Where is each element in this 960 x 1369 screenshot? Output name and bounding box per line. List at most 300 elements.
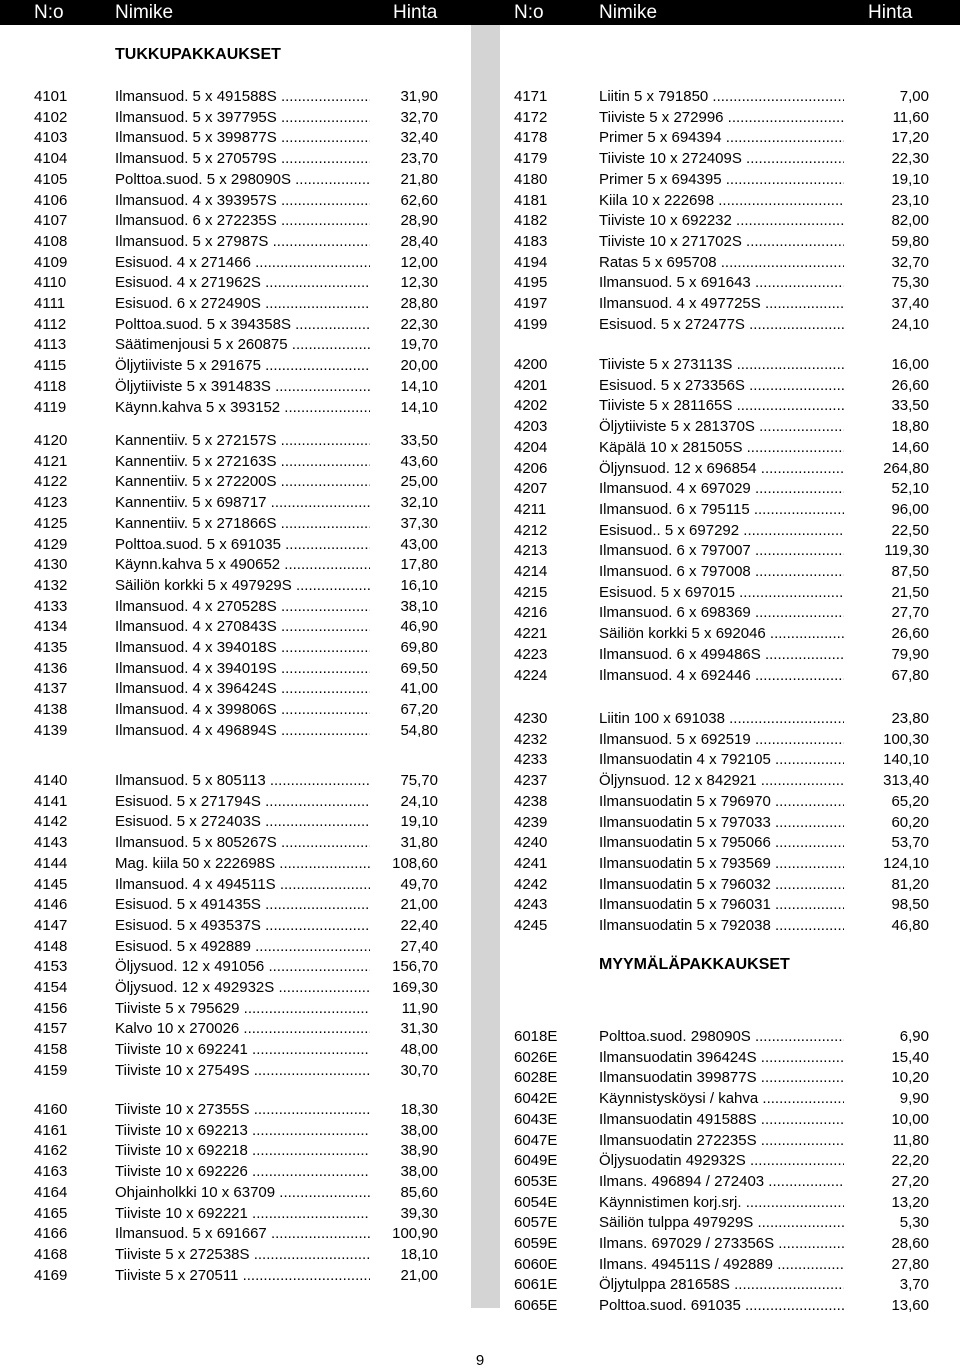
item-price: 108,60 [392,854,438,872]
item-number: 4197 [514,295,548,312]
item-name: Öljynsuod. 12 x 842921 ..... [599,771,844,792]
item-price: 313,40 [883,772,929,790]
item-name: Käynn.kahva 5 x 490652 ..... [115,555,370,576]
item-name: Polttoa.suod. 691035 ..... [599,1296,844,1317]
price-row [34,493,454,514]
item-price: 5,30 [899,1214,929,1232]
item-price: 11,90 [401,999,438,1017]
item-number: 6054E [514,1193,558,1211]
item-price: 22,30 [400,315,438,333]
item-price: 14,10 [400,377,438,395]
item-name: Ilmansuod. 4 x 393957S ..... [115,191,370,212]
price-row [514,396,954,417]
item-name: Tiiviste 10 x 692226 ..... [115,1162,370,1183]
price-row [514,170,954,191]
item-number: 4161 [34,1121,68,1139]
item-price: 87,50 [891,563,929,580]
item-price: 38,90 [400,1142,438,1160]
item-price: 18,10 [400,1245,438,1263]
price-row [34,108,454,129]
item-number: 4172 [514,108,548,126]
price-row [34,472,454,493]
item-number: 4138 [34,701,68,719]
item-price: 62,60 [400,191,438,209]
price-row [34,356,454,377]
price-row [514,1110,954,1131]
item-price: 46,80 [891,917,929,934]
price-row [34,638,454,659]
price-row [514,128,954,149]
item-number: 4119 [34,398,67,416]
item-number: 4194 [514,253,548,271]
price-row [514,730,954,751]
item-price: 26,60 [891,376,929,394]
item-price: 31,80 [400,834,438,852]
item-price: 59,80 [891,232,929,250]
header-name-right: Nimike [599,2,658,23]
item-name: Ilmansuodatin 5 x 793569 ..... [599,854,844,875]
item-number: 6057E [514,1214,558,1232]
price-row [34,335,454,356]
item-name: Ilmansuod. 4 x 394018S ..... [115,638,370,659]
item-name: Liitin 100 x 691038 ..... [599,709,844,730]
item-price: 11,60 [892,108,929,126]
item-price: 16,00 [891,356,929,373]
item-price: 10,20 [891,1069,929,1087]
price-row [34,191,454,212]
price-row [34,812,454,833]
column-header-bar [0,0,960,25]
price-row [514,1275,954,1296]
item-price: 100,90 [392,1225,438,1243]
item-price: 22,50 [891,521,929,539]
item-number: 4199 [514,315,548,333]
price-row [514,1255,954,1276]
item-number: 6047E [514,1131,558,1149]
item-number: 4140 [34,772,68,789]
item-name: Ilmansuod. 5 x 397795S ..... [115,108,370,129]
item-price: 33,50 [400,432,438,449]
price-row [514,875,954,896]
item-name: Öljytulppa 281658S ..... [599,1275,844,1296]
price-row [34,1040,454,1061]
item-number: 4239 [514,813,548,831]
item-number: 4243 [514,896,548,914]
price-row [514,438,954,459]
item-price: 15,40 [891,1048,929,1066]
item-number: 4145 [34,875,68,893]
item-price: 100,30 [883,730,929,748]
price-row [34,535,454,556]
price-row [514,500,954,521]
item-price: 48,00 [400,1041,438,1059]
item-price: 38,00 [400,1163,438,1181]
item-number: 4129 [34,535,68,553]
item-price: 54,80 [400,721,438,739]
item-name: Kannentiiv. 5 x 272200S ..... [115,472,370,493]
price-row [514,211,954,232]
item-number: 4104 [34,150,68,168]
item-price: 28,60 [891,1235,929,1252]
price-row [34,1121,454,1142]
item-price: 19,10 [400,813,438,831]
item-name: Kannentiiv. 5 x 271866S ..... [115,514,370,535]
item-price: 26,60 [891,625,929,643]
item-name: Ilmans. 494511S / 492889 ..... [599,1255,844,1276]
page-number: 9 [475,1352,485,1369]
item-name: Kannentiiv. 5 x 272163S ..... [115,452,370,473]
item-number: 4111 [34,295,66,312]
item-name: Tiiviste 10 x 271702S ..... [599,232,844,253]
item-price: 37,40 [891,295,929,312]
price-row [34,315,454,336]
item-name: Säiliön korkki 5 x 497929S ..... [115,576,370,597]
price-row [514,854,954,875]
price-row [514,376,954,397]
price-row [514,645,954,666]
item-number: 4141 [34,792,68,810]
item-price: 46,90 [400,618,438,636]
item-name: Ilmansuodatin 399877S ..... [599,1068,844,1089]
item-name: Öljysuod. 12 x 491056 ..... [115,957,370,978]
item-number: 4207 [514,480,548,498]
item-price: 65,20 [891,792,929,810]
price-row [34,617,454,638]
item-name: Ilmansuod. 4 x 396424S ..... [115,679,370,700]
price-row [34,597,454,618]
item-price: 27,70 [891,604,929,622]
item-name: Esisuod. 5 x 272477S ..... [599,315,844,336]
item-number: 4183 [514,232,548,250]
section-title-myymalapakkaukset: MYYMÄLÄPAKKAUKSET [599,956,790,973]
price-row [514,294,954,315]
item-number: 4143 [34,834,68,852]
price-row [34,957,454,978]
item-name: Esisuod. 5 x 271794S ..... [115,792,370,813]
item-number: 4195 [514,274,548,292]
item-name: Ilmansuod. 5 x 270579S ..... [115,149,370,170]
item-price: 69,50 [400,659,438,677]
item-name: Ilmansuodatin 4 x 792105 ..... [599,750,844,771]
item-price: 156,70 [392,958,438,976]
item-number: 6061E [514,1276,558,1294]
item-name: Primer 5 x 694395 ..... [599,170,844,191]
item-price: 22,20 [891,1152,929,1170]
price-row [514,1172,954,1193]
item-price: 7,00 [899,88,929,105]
price-row [514,1068,954,1089]
item-name: Polttoa.suod. 5 x 298090S ..... [115,170,370,191]
price-row [34,1100,454,1121]
item-number: 4214 [514,563,548,580]
item-price: 98,50 [891,896,929,914]
price-row [514,1151,954,1172]
item-price: 82,00 [891,212,929,230]
item-name: Esisuod. 6 x 272490S ..... [115,294,370,315]
item-price: 32,40 [400,129,438,147]
price-row [34,253,454,274]
item-price: 18,80 [891,418,929,436]
price-row [514,315,954,336]
price-row [34,211,454,232]
item-name: Ilmansuod. 4 x 394019S ..... [115,659,370,680]
item-price: 85,60 [400,1183,438,1201]
item-name: Ilmansuodatin 5 x 796970 ..... [599,792,844,813]
price-row [514,149,954,170]
item-name: Ilmansuodatin 5 x 796031 ..... [599,895,844,916]
price-row [34,555,454,576]
item-price: 23,80 [891,710,929,727]
price-row [514,273,954,294]
item-name: Ilmansuod. 4 x 697029 ..... [599,479,844,500]
item-number: 4168 [34,1245,68,1263]
item-price: 39,30 [400,1204,438,1222]
price-row [34,452,454,473]
price-row [514,1027,954,1048]
price-row [514,1213,954,1234]
item-number: 4156 [34,999,68,1017]
item-number: 6018E [514,1028,558,1045]
item-name: Tiiviste 5 x 273113S ..... [599,355,844,376]
item-name: Tiiviste 10 x 692221 ..... [115,1204,370,1225]
item-price: 11,80 [892,1131,929,1149]
item-price: 43,60 [400,452,438,470]
item-number: 4120 [34,432,68,449]
price-row [34,659,454,680]
price-row [514,750,954,771]
item-name: Polttoa.suod. 298090S ..... [599,1027,844,1048]
price-row [514,666,954,687]
item-number: 4224 [514,666,548,684]
item-number: 4135 [34,639,68,656]
item-name: Ilmansuodatin 396424S ..... [599,1048,844,1069]
item-number: 4132 [34,576,68,594]
price-row [34,1019,454,1040]
item-number: 4182 [514,212,548,230]
item-price: 12,00 [400,253,438,271]
item-number: 4211 [514,500,547,518]
item-number: 4221 [514,625,548,643]
header-name-left: Nimike [115,2,174,23]
price-row [34,1183,454,1204]
item-number: 4122 [34,473,68,491]
item-number: 4110 [34,274,67,292]
section-title-tukkupakkaukset: TUKKUPAKKAUKSET [115,46,281,63]
item-price: 79,90 [891,645,929,663]
item-price: 28,80 [400,295,438,312]
item-price: 52,10 [891,480,929,498]
item-price: 21,00 [400,1266,438,1284]
item-name: Öljysuod. 12 x 492932S ..... [115,978,370,999]
item-name: Ilmans. 697029 / 273356S ..... [599,1234,844,1255]
item-name: Tiiviste 10 x 692241 ..... [115,1040,370,1061]
item-number: 4215 [514,583,548,601]
item-price: 75,70 [400,772,438,789]
item-name: Esisuod. 4 x 271962S ..... [115,273,370,294]
price-row [34,792,454,813]
item-price: 32,70 [891,253,929,271]
item-number: 6053E [514,1172,558,1190]
item-number: 4201 [514,376,548,394]
item-number: 4213 [514,542,548,560]
item-name: Ilmansuod. 4 x 692446 ..... [599,666,844,687]
item-name: Öljynsuod. 12 x 696854 ..... [599,459,844,480]
item-name: Esisuod. 5 x 492889 ..... [115,937,370,958]
price-row [34,576,454,597]
item-number: 4232 [514,730,548,748]
item-price: 21,00 [400,896,438,914]
item-price: 22,30 [891,150,929,168]
item-price: 23,70 [400,150,438,168]
price-row [514,1089,954,1110]
price-row [34,1141,454,1162]
price-row [514,771,954,792]
price-row [514,541,954,562]
item-number: 4242 [514,875,548,893]
item-name: Tiiviste 5 x 272996 ..... [599,108,844,129]
item-name: Käynnistimen korj.srj. ..... [599,1193,844,1214]
item-number: 4206 [514,459,548,477]
item-name: Ilmansuodatin 5 x 792038 ..... [599,916,844,937]
item-price: 24,10 [891,315,929,333]
item-price: 10,00 [891,1110,929,1128]
price-row [34,514,454,535]
item-name: Säiliön korkki 5 x 692046 ..... [599,624,844,645]
item-name: Mag. kiila 50 x 222698S ..... [115,854,370,875]
column-gutter [471,25,500,1308]
item-number: 4130 [34,556,68,574]
item-name: Ilmansuod. 5 x 491588S ..... [115,87,370,108]
item-name: Ilmansuodatin 491588S ..... [599,1110,844,1131]
price-row [34,833,454,854]
item-price: 31,90 [400,88,438,105]
item-price: 43,00 [400,535,438,553]
item-name: Käynn.kahva 5 x 393152 ..... [115,398,370,419]
item-number: 4230 [514,710,548,727]
item-name: Ilmansuod. 4 x 494511S ..... [115,875,370,896]
item-number: 4223 [514,645,548,663]
header-price-right: Hinta [868,2,913,23]
item-name: Kiila 10 x 222698 ..... [599,191,844,212]
item-number: 6028E [514,1069,558,1087]
item-price: 14,10 [400,398,438,416]
item-price: 67,80 [891,666,929,684]
item-name: Tiiviste 10 x 692218 ..... [115,1141,370,1162]
item-price: 41,00 [400,680,438,698]
item-name: Käynnistysköysi / kahva ..... [599,1089,844,1110]
price-row [34,398,454,419]
item-price: 124,10 [883,854,929,872]
item-number: 4144 [34,854,68,872]
item-number: 4202 [514,397,548,415]
price-row [34,149,454,170]
item-number: 4108 [34,232,68,250]
item-number: 4241 [514,854,548,872]
price-row [34,875,454,896]
item-price: 14,60 [891,438,929,456]
price-row [514,355,954,376]
header-price-left: Hinta [393,2,438,23]
item-name: Ilmans. 496894 / 272403 ..... [599,1172,844,1193]
item-number: 6059E [514,1235,558,1252]
item-number: 4153 [34,958,68,976]
item-price: 27,20 [891,1172,929,1190]
item-name: Ilmansuod. 6 x 797008 ..... [599,562,844,583]
item-number: 4157 [34,1020,68,1038]
item-number: 4139 [34,721,68,739]
item-name: Tiiviste 10 x 272409S ..... [599,149,844,170]
item-name: Tiiviste 10 x 692213 ..... [115,1121,370,1142]
item-price: 6,90 [899,1028,929,1045]
item-price: 67,20 [400,701,438,719]
item-price: 81,20 [891,875,929,893]
item-price: 32,70 [400,108,438,126]
item-number: 4123 [34,494,68,512]
item-name: Primer 5 x 694394 ..... [599,128,844,149]
item-name: Öljysuodatin 492932S ..... [599,1151,844,1172]
price-row [34,999,454,1020]
item-price: 38,10 [400,597,438,615]
item-number: 4162 [34,1142,68,1160]
item-price: 13,60 [891,1297,929,1315]
item-name: Polttoa.suod. 5 x 691035 ..... [115,535,370,556]
item-price: 140,10 [883,751,929,769]
item-price: 31,30 [400,1020,438,1038]
item-name: Tiiviste 10 x 27549S ..... [115,1061,370,1082]
price-row [514,459,954,480]
price-row [514,232,954,253]
item-price: 264,80 [883,459,929,477]
item-name: Tiiviste 5 x 281165S ..... [599,396,844,417]
price-row [514,417,954,438]
item-price: 19,70 [400,336,438,354]
item-name: Säiliön tulppa 497929S ..... [599,1213,844,1234]
item-price: 30,70 [400,1061,438,1079]
item-number: 4112 [34,315,67,333]
item-price: 17,20 [891,129,929,147]
item-number: 6065E [514,1297,558,1315]
item-name: Liitin 5 x 791850 ..... [599,87,844,108]
price-row [514,1234,954,1255]
price-row [514,709,954,730]
price-row [34,170,454,191]
item-number: 4180 [514,170,548,188]
item-number: 4158 [34,1041,68,1059]
item-number: 4137 [34,680,68,698]
price-row [34,1204,454,1225]
price-row [34,978,454,999]
item-name: Ilmansuod. 4 x 270528S ..... [115,597,370,618]
item-name: Tiiviste 5 x 272538S ..... [115,1245,370,1266]
price-row [514,562,954,583]
item-number: 4105 [34,170,68,188]
item-name: Tiiviste 10 x 692232 ..... [599,211,844,232]
item-number: 4165 [34,1204,68,1222]
item-number: 4146 [34,896,68,914]
item-number: 4179 [514,150,548,168]
price-row [34,895,454,916]
item-price: 27,80 [891,1255,929,1273]
item-number: 4216 [514,604,548,622]
price-row [514,916,954,937]
item-number: 4238 [514,792,548,810]
price-row [34,1245,454,1266]
item-name: Ilmansuod. 4 x 496894S ..... [115,721,370,742]
item-price: 37,30 [400,514,438,532]
item-name: Tiiviste 5 x 795629 ..... [115,999,370,1020]
price-row [514,895,954,916]
item-number: 4169 [34,1266,68,1284]
